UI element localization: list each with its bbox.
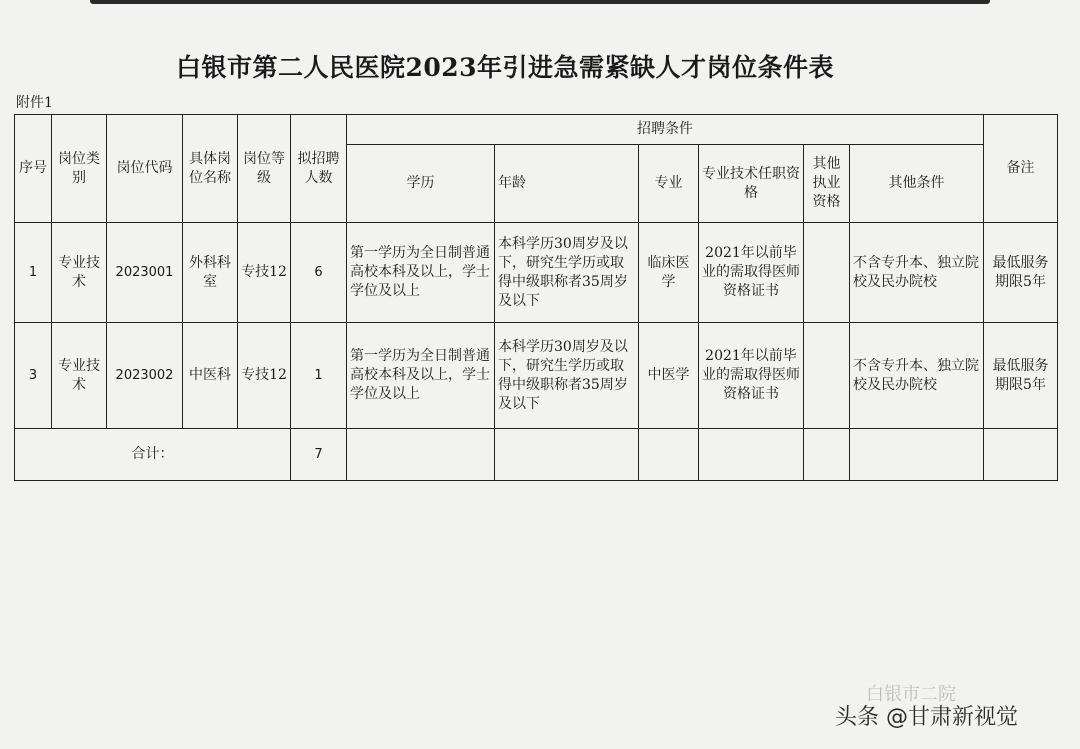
faint-watermark: 白银市二院 bbox=[866, 684, 956, 705]
document-title: 白银市第二人民医院2023年引进急需紧缺人才岗位条件表 bbox=[175, 53, 835, 82]
cell-seq: 1 bbox=[15, 223, 52, 323]
top-edge-shadow bbox=[90, 0, 990, 4]
header-conditions: 招聘条件 bbox=[347, 115, 984, 145]
total-label: 合计： bbox=[15, 429, 291, 481]
total-empty-cell bbox=[347, 429, 495, 481]
cell-category: 专业技术 bbox=[52, 223, 107, 323]
header-other-cond: 其他条件 bbox=[850, 145, 984, 223]
cell-code: 2023001 bbox=[107, 223, 183, 323]
cell-major: 中医学 bbox=[639, 323, 699, 429]
cell-level: 专技12 bbox=[238, 223, 291, 323]
cell-category: 专业技术 bbox=[52, 323, 107, 429]
cell-code: 2023002 bbox=[107, 323, 183, 429]
cell-other-license bbox=[804, 223, 850, 323]
header-education: 学历 bbox=[347, 145, 495, 223]
cell-position: 外科科室 bbox=[183, 223, 238, 323]
cell-other-cond: 不含专升本、独立院校及民办院校 bbox=[850, 223, 984, 323]
cell-education: 第一学历为全日制普通高校本科及以上，学士学位及以上 bbox=[347, 223, 495, 323]
header-major: 专业 bbox=[639, 145, 699, 223]
header-code: 岗位代码 bbox=[107, 115, 183, 223]
header-count: 拟招聘人数 bbox=[291, 115, 347, 223]
header-remark: 备注 bbox=[984, 115, 1058, 223]
cell-count: 1 bbox=[291, 323, 347, 429]
total-empty-cell bbox=[804, 429, 850, 481]
cell-other-cond: 不含专升本、独立院校及民办院校 bbox=[850, 323, 984, 429]
header-title-qual: 专业技术任职资格 bbox=[699, 145, 804, 223]
cell-level: 专技12 bbox=[238, 323, 291, 429]
cell-age: 本科学历30周岁及以下，研究生学历或取得中级职称者35周岁及以下 bbox=[495, 323, 639, 429]
cell-title-qual: 2021年以前毕业的需取得医师资格证书 bbox=[699, 223, 804, 323]
cell-age: 本科学历30周岁及以下，研究生学历或取得中级职称者35周岁及以下 bbox=[495, 223, 639, 323]
header-seq: 序号 bbox=[15, 115, 52, 223]
cell-position: 中医科 bbox=[183, 323, 238, 429]
attachment-label: 附件1 bbox=[16, 95, 53, 111]
cell-major: 临床医学 bbox=[639, 223, 699, 323]
cell-remark: 最低服务期限5年 bbox=[984, 223, 1058, 323]
header-category: 岗位类别 bbox=[52, 115, 107, 223]
total-count: 7 bbox=[291, 429, 347, 481]
total-empty-cell bbox=[850, 429, 984, 481]
total-empty-cell bbox=[984, 429, 1058, 481]
cell-other-license bbox=[804, 323, 850, 429]
table-row bbox=[15, 223, 1058, 323]
header-level: 岗位等级 bbox=[238, 115, 291, 223]
cell-remark: 最低服务期限5年 bbox=[984, 323, 1058, 429]
total-row bbox=[15, 429, 1058, 481]
source-watermark: 头条 @甘肃新视觉 bbox=[835, 705, 1018, 730]
cell-education: 第一学历为全日制普通高校本科及以上，学士学位及以上 bbox=[347, 323, 495, 429]
total-empty-cell bbox=[495, 429, 639, 481]
position-requirements-table bbox=[14, 114, 1058, 481]
header-position: 具体岗位名称 bbox=[183, 115, 238, 223]
header-other-license: 其他执业资格 bbox=[804, 145, 850, 223]
table-row bbox=[15, 323, 1058, 429]
header-age: 年龄 bbox=[495, 145, 639, 223]
cell-count: 6 bbox=[291, 223, 347, 323]
total-empty-cell bbox=[639, 429, 699, 481]
total-empty-cell bbox=[699, 429, 804, 481]
cell-title-qual: 2021年以前毕业的需取得医师资格证书 bbox=[699, 323, 804, 429]
cell-seq: 3 bbox=[15, 323, 52, 429]
